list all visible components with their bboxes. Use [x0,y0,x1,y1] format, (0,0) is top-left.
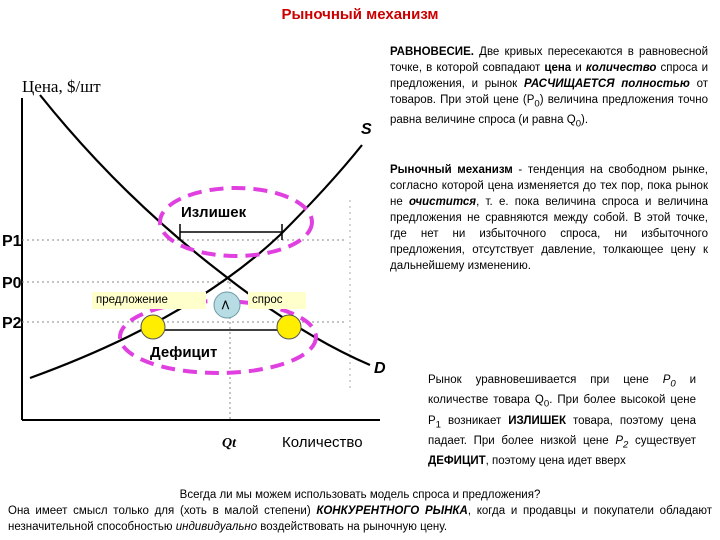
footer-text [8,487,712,535]
market-mechanism-heading: Рыночный механизм [390,164,513,176]
demand-label-box: спрос [248,292,306,309]
deficit-label: Дефицит [150,344,218,361]
y-axis-label: Цена, $/шт [22,77,101,96]
footer-answer: Она имеет смысл только для (хоть в малой степени) КОНКУРЕНТНОГО РЫНКА, когда и продавцы и покупатели обладают незначительной способностью индивидуально воздействовать на рыночную цену. [8,505,712,533]
demand-curve [40,95,370,365]
supply-curve-label: S [361,121,372,138]
page-title: Рыночный механизм [281,6,439,23]
demand-curve-label: D [374,360,386,377]
supply-label-box: предложение [92,292,206,309]
equilibrium-heading: РАВНОВЕСИЕ. [390,46,474,58]
x-tick-qt: Qt [222,436,236,451]
y-tick-p1: P1 [2,233,22,250]
equilibrium-text: РАВНОВЕСИЕ. Две кривых пересекаются в равновесной точке, в которой совпадают цена и количество спроса и предложения, и рынок РАСЧИЩАЕТСЯ полностью от товаров. При этой цене $(P_0)$ величина предложения точно равна величине спроса (и равна $Q_0$). [390,46,709,130]
deficit-point-right[interactable] [277,315,301,339]
footer-question: Всегда ли мы можем использовать модель спроса и предложения? [179,489,541,501]
surplus-label: Излишек [181,204,247,221]
equilibrium-arrow-glyph: < [217,299,233,311]
explanation-text: Рынок уравновешивается при цене $P_0$ и количестве товара $Q_0$. При более высокой цене $P_1$ возникает ИЗЛИШЕК товара, поэтому цена падает. При более низкой цене $P_2$ существует ДЕФИЦИТ, поэтому цена идет вверх [428,374,697,468]
surplus-ellipse [160,188,312,256]
y-tick-p2: P2 [2,315,22,332]
deficit-point-left[interactable] [141,315,165,339]
market-mechanism-text: Рыночный механизм - тенденция на свободном рынке, согласно которой цена изменяется до тех пор, пока рынок не очистится, т. е. пока величина спроса и величина предложения не сравняются между собой. В этой точке, где нет ни избыточного спроса, ни избыточного предложения, отсутствует давление, толкающее цену к дальнейшему изменению. [390,164,708,272]
x-axis-label: Количество [282,434,363,451]
y-tick-p0: P0 [2,275,22,292]
